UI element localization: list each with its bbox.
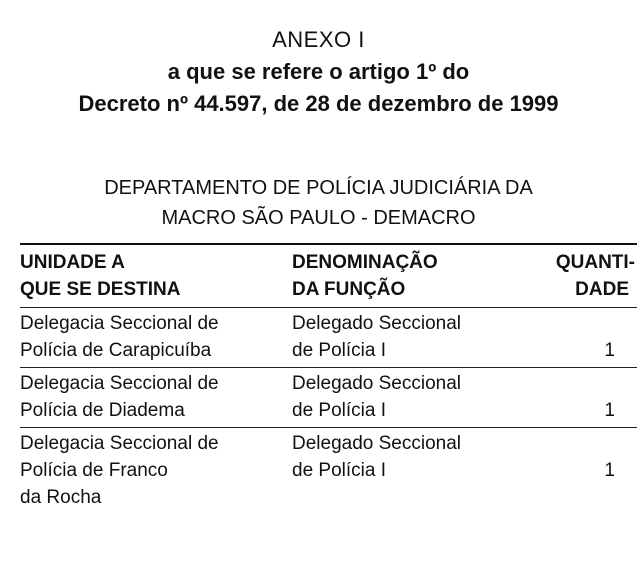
table-row [20,368,637,427]
row-function-line: de Polícia I [292,400,386,421]
row-quantity [527,430,637,511]
row-quantity-value: 1 [604,340,615,361]
row-function [292,370,527,424]
row-quantity [527,310,637,364]
department-line-1: DEPARTAMENTO DE POLÍCIA JUDICIÁRIA DA [104,177,533,199]
header-quantity [527,249,637,303]
row-function [292,310,527,364]
row-unit-line: Polícia de Carapicuíba [20,340,212,361]
header-unit-line-2: QUE SE DESTINA [20,279,181,300]
row-function-line: Delegado Seccional [292,433,462,454]
row-unit [20,310,292,364]
table-header-row [20,245,637,307]
header-quantity-line-1: QUANTI- [555,252,635,273]
row-unit-line: Delegacia Seccional de [20,313,219,334]
row-quantity-value: 1 [604,460,615,481]
row-quantity-value: 1 [604,400,615,421]
row-unit-line: Delegacia Seccional de [20,433,219,454]
header-unit-line-1: UNIDADE A [20,252,125,273]
row-function-line: Delegado Seccional [292,313,462,334]
row-unit-line: da Rocha [20,487,102,508]
reference-line-2: Decreto nº 44.597, de 28 de dezembro de 1999 [78,91,559,116]
row-function-line: de Polícia I [292,340,386,361]
row-quantity [527,370,637,424]
row-function-line: Delegado Seccional [292,373,462,394]
annex-title: ANEXO I [272,27,365,52]
header-function-line-2: DA FUNÇÃO [292,279,406,300]
row-unit [20,430,292,511]
row-unit-line: Delegacia Seccional de [20,373,219,394]
header-quantity-line-2: DADE [575,279,629,300]
row-unit [20,370,292,424]
row-function-line: de Polícia I [292,460,386,481]
header-unit [20,249,292,303]
row-unit-line: Polícia de Franco [20,460,168,481]
header-function [292,249,527,303]
reference-line-1: a que se refere o artigo 1º do [167,59,470,84]
header-function-line-1: DENOMINAÇÃO [292,252,438,273]
table-row [20,308,637,367]
positions-table [20,243,637,514]
table-row [20,428,637,514]
row-function [292,430,527,511]
department-line-2: MACRO SÃO PAULO - DEMACRO [161,207,476,229]
row-unit-line: Polícia de Diadema [20,400,185,421]
